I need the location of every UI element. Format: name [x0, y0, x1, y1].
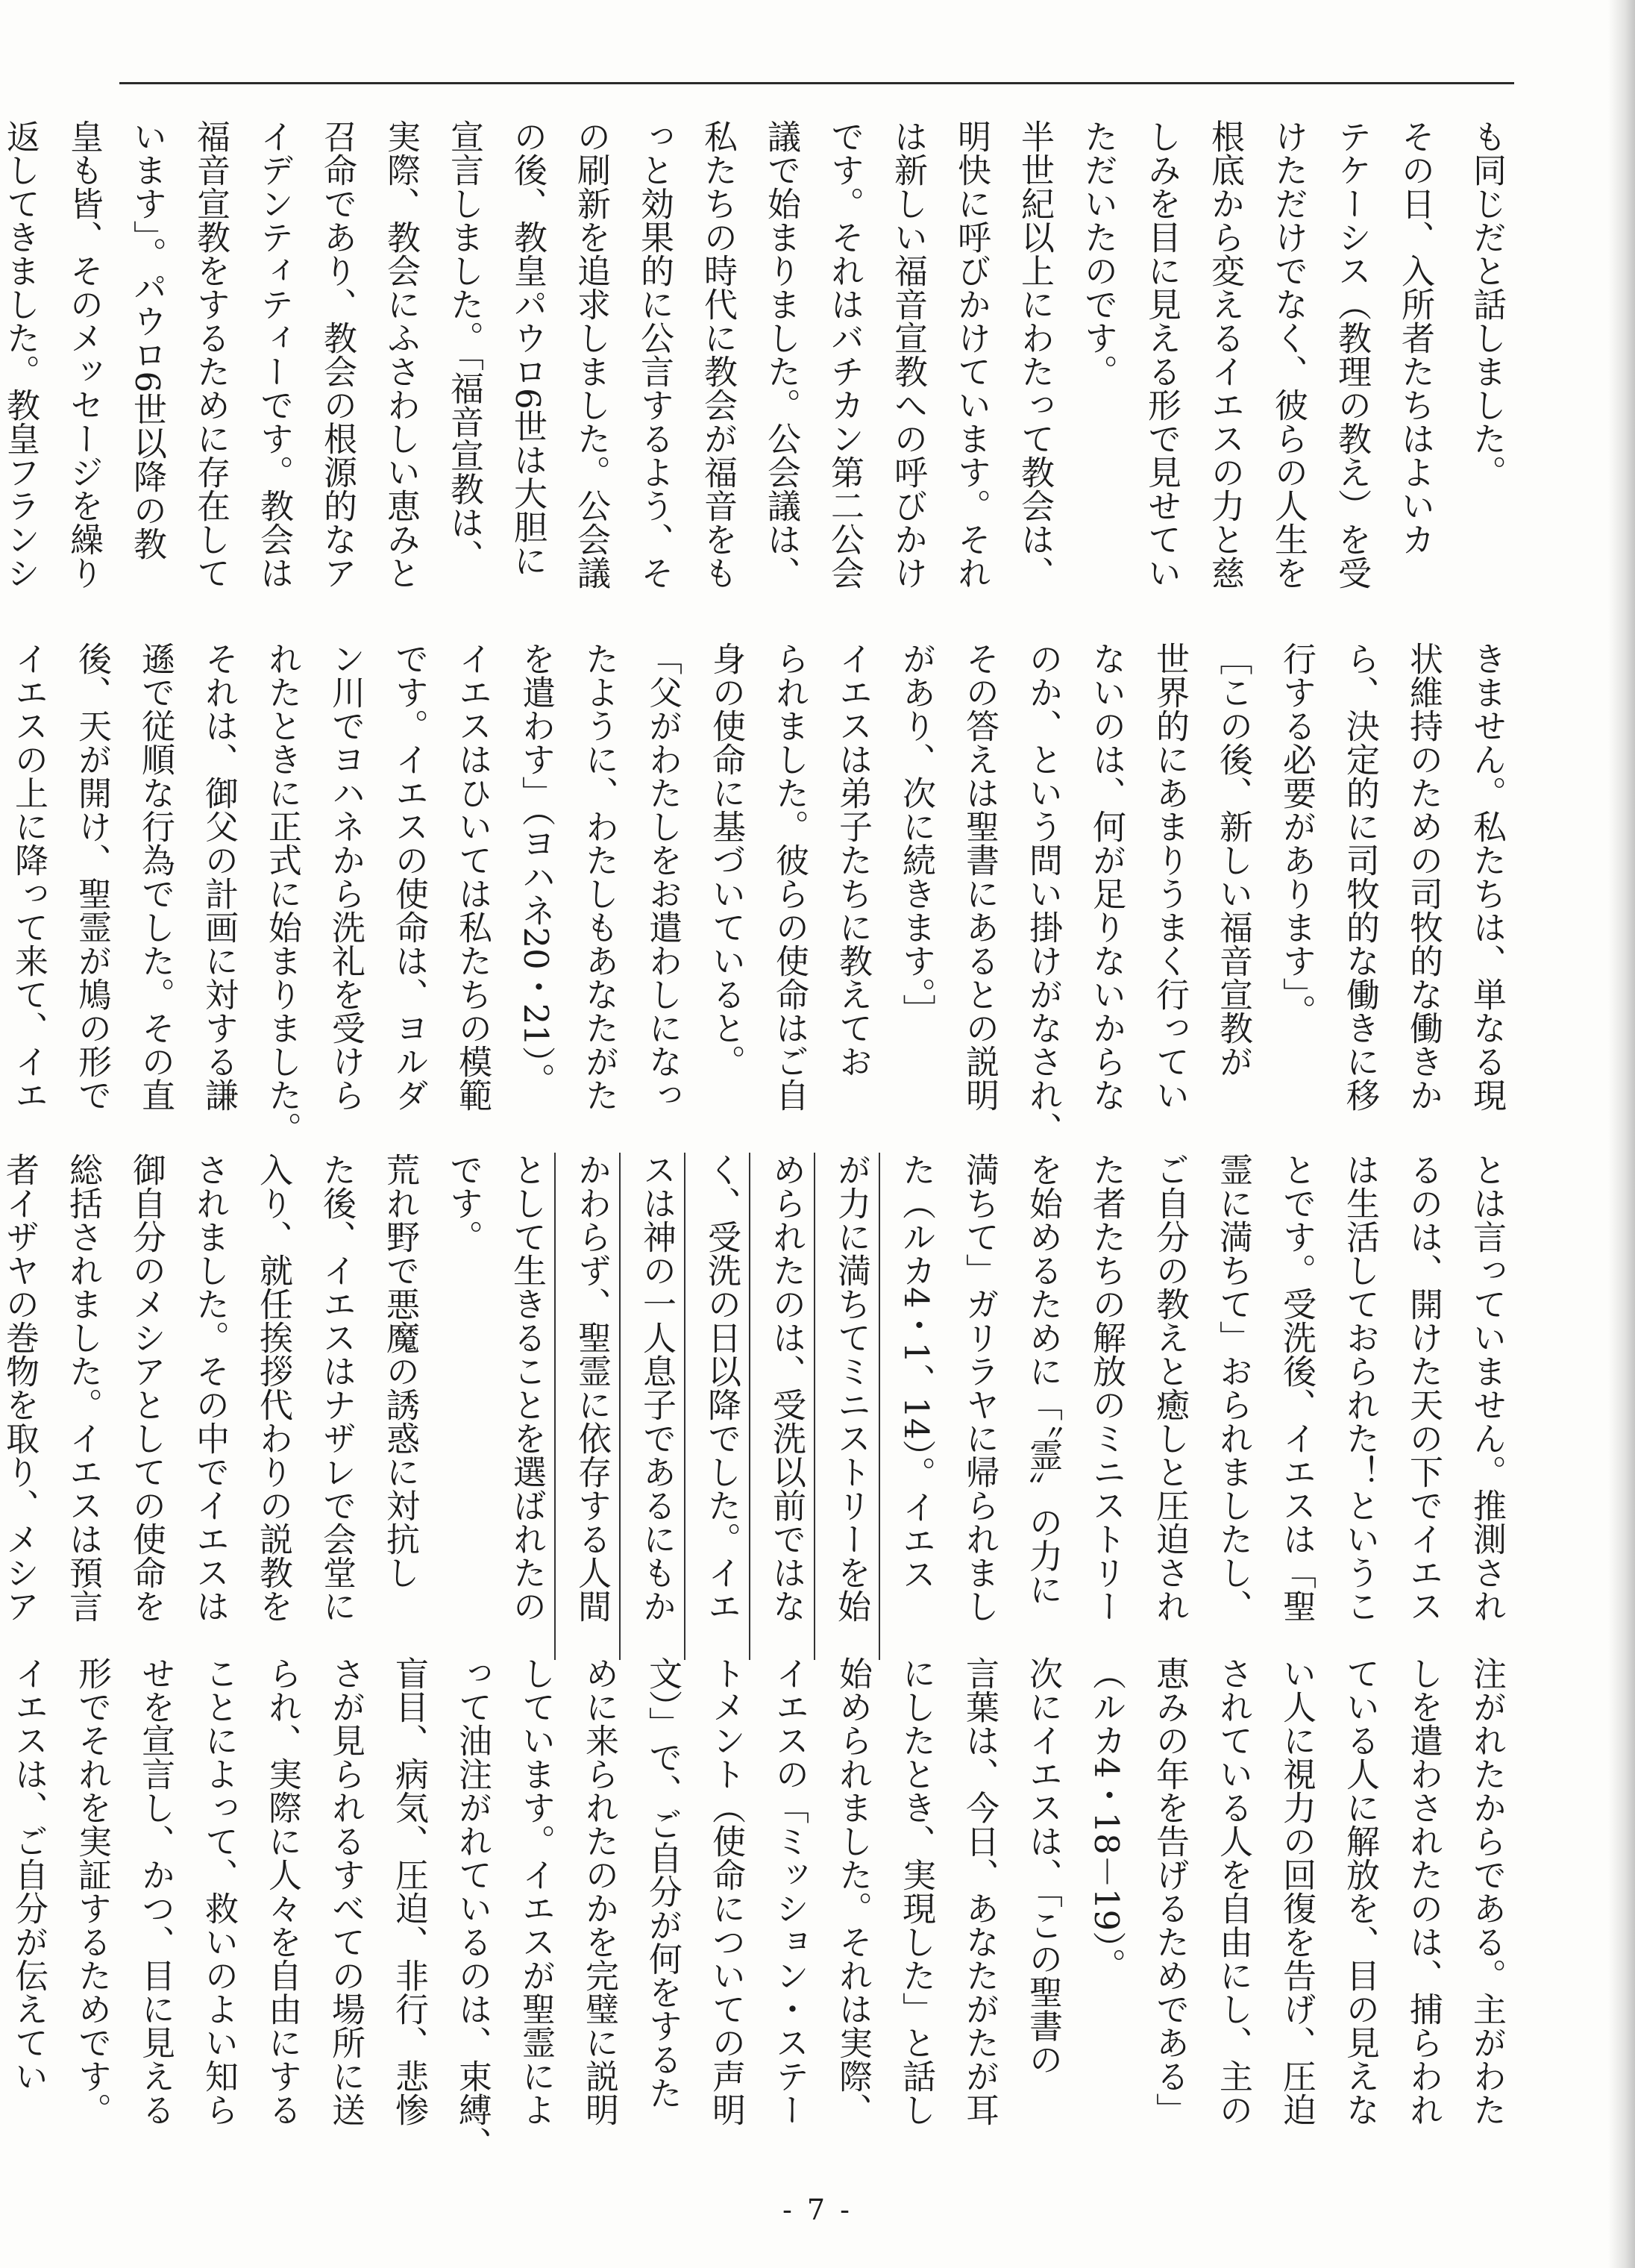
text-column: 後、天が開け、聖霊が鳩の形で	[72, 642, 112, 1112]
text-column: 遜で従順な行為でした。その直	[136, 642, 175, 1112]
text-column: イエスの上に降って来て、イエ	[9, 642, 48, 1112]
text-column: れたときに正式に始まりました。	[263, 642, 302, 1145]
text-column: です。イエスの使命は、ヨルダ	[389, 642, 429, 1112]
text-column: しを遣わされたのは、捕らわれ	[1404, 1656, 1443, 2126]
text-column: されている人を自由にし、主の	[1214, 1656, 1253, 2126]
text-column: しています。イエスが聖霊によ	[516, 1656, 556, 2126]
text-column-boxed: かわらず、聖霊に依存する人間	[564, 1153, 621, 1660]
text-column: イエスはひいては私たちの模範	[453, 642, 492, 1112]
text-column: ことによって、救いのよい知ら	[199, 1656, 239, 2126]
text-column: って油注がれているのは、束縛、	[453, 1656, 492, 2160]
text-column: しみを目に見える形で見せてい	[1142, 119, 1181, 589]
text-column: 注がれたからである。主がわた	[1467, 1656, 1507, 2126]
header-rule	[119, 82, 1514, 84]
text-tier-1	[1, 119, 1514, 627]
text-column: 言葉は、今日、あなたがたが耳	[960, 1656, 999, 2126]
text-column: さが見られるすべての場所に送	[326, 1656, 365, 2126]
text-column: めに来られたのかを完璧に説明	[580, 1656, 619, 2126]
text-column-boxed: として生きることを選ばれたの	[499, 1153, 556, 1660]
text-column: （ルカ4・18－19）。	[1087, 1656, 1126, 1982]
text-column: にしたとき、実現した」と話し	[897, 1656, 936, 2126]
text-column: の刷新を追求しました。公会議	[571, 119, 611, 589]
text-column: けただけでなく、彼らの人生を	[1269, 119, 1308, 589]
text-column: の後、教皇パウロ6世は大胆に	[508, 119, 547, 577]
text-column: 状維持のための司牧的な働きか	[1404, 642, 1443, 1112]
text-column: 皇も皆、そのメッセージを繰り	[64, 119, 104, 589]
page-number: - 7 -	[782, 2193, 853, 2226]
text-column: ら、決定的に司牧的な働きに移	[1340, 642, 1380, 1112]
text-column: は新しい福音宣教への呼びかけ	[888, 119, 928, 589]
text-column: ［この後、新しい福音宣教が	[1214, 642, 1253, 1078]
text-column: 形でそれを実証するためです。	[72, 1656, 112, 2126]
text-column: います」。パウロ6世以降の教	[128, 119, 167, 561]
text-column: を始めるために「〝霊〟の力に	[1023, 1153, 1063, 1606]
text-column: 盲目、病気、圧迫、非行、悲惨	[389, 1656, 429, 2126]
text-column: があり、次に続きます。］	[897, 642, 936, 1028]
text-column: イエスの「ミッション・ステー	[770, 1656, 809, 2126]
text-column: ている人に解放を、目の見えな	[1340, 1656, 1380, 2126]
text-column: その答えは聖書にあるとの説明	[960, 642, 999, 1112]
text-column: 御自分のメシアとしての使命を	[127, 1153, 166, 1623]
text-column-boxed: スは神の一人息子であるにもか	[629, 1153, 685, 1660]
text-column: 私たちの時代に教会が福音をも	[698, 119, 738, 589]
text-column: 満ちて」ガリラヤに帰られまし	[960, 1153, 999, 1623]
text-column: 入り、就任挨拶代わりの説教を	[254, 1153, 293, 1623]
text-column: ン川でヨハネから洗礼を受けら	[326, 642, 365, 1112]
text-column: とは言っていません。推測され	[1467, 1153, 1507, 1623]
text-column: ご自分の教えと癒しと圧迫され	[1150, 1153, 1190, 1623]
text-column: た後、イエスはナザレで会堂に	[317, 1153, 357, 1623]
text-column: られました。彼らの使命はご自	[770, 642, 809, 1112]
text-column: されました。その中でイエスは	[190, 1153, 230, 1623]
text-column: それは、御父の計画に対する謙	[199, 642, 239, 1112]
text-column: です。	[444, 1153, 483, 1253]
text-column: せを宣言し、かつ、目に見える	[136, 1656, 175, 2126]
text-column: たように、わたしもあなたがた	[580, 642, 619, 1112]
text-column: 始められました。それは実際、	[833, 1656, 873, 2126]
text-column: 返してきました。教皇フランシ	[1, 119, 40, 589]
text-column-boxed: が力に満ちてミニストリーを始	[823, 1153, 880, 1660]
text-column: 文）」で、ご自分が何をするた	[643, 1656, 682, 2110]
text-column: イエスは、ご自分が伝えてい	[9, 1656, 48, 2093]
text-column: を遣わす」（ヨハネ20・21）。	[516, 642, 556, 1097]
text-column: た者たちの解放のミニストリー	[1087, 1153, 1126, 1623]
text-column: 宣言しました。「福音宣教は、	[445, 119, 484, 573]
text-column: ただいたのです。	[1079, 119, 1118, 388]
text-column: 身の使命に基づいていると。	[706, 642, 746, 1078]
text-column-boxed: く、受洗の日以降でした。イエ	[694, 1153, 750, 1660]
text-column: るのは、開けた天の下でイエス	[1404, 1153, 1443, 1623]
text-column: イエスは弟子たちに教えてお	[833, 642, 873, 1078]
text-column: きません。私たちは、単なる現	[1467, 642, 1507, 1112]
text-column: その日、入所者たちはよいカ	[1396, 119, 1435, 556]
text-column: 次にイエスは、「この聖書の	[1023, 1656, 1063, 2076]
text-column: た（ルカ4・1、14）。イエス	[897, 1153, 936, 1591]
text-column: 議で始まりました。公会議は、	[762, 119, 801, 589]
text-column: 霊に満ちて」おられましたし、	[1214, 1153, 1253, 1623]
text-tier-4	[9, 1656, 1514, 2164]
text-column: 総括されました。イエスは預言	[63, 1153, 103, 1623]
text-column: ないのは、何が足りないからな	[1087, 642, 1126, 1112]
text-column: 「父がわたしをお遣わしになっ	[643, 642, 682, 1112]
text-column: テケーシス（教理の教え）を受	[1332, 119, 1372, 589]
text-column: 荒れ野で悪魔の誘惑に対抗し	[380, 1153, 420, 1589]
page-edge-shadow	[1608, 0, 1635, 2268]
text-column: 半世紀以上にわたって教会は、	[1015, 119, 1055, 589]
text-column: 者イザヤの巻物を取り、メシア	[0, 1153, 40, 1623]
text-column: っと効果的に公言するよう、そ	[635, 119, 674, 589]
text-tier-3	[0, 1153, 1514, 1660]
text-column: とです。受洗後、イエスは「聖	[1277, 1153, 1317, 1623]
text-tier-2	[9, 642, 1514, 1149]
text-column: られ、実際に人々を自由にする	[263, 1656, 302, 2126]
text-column: 福音宣教をするために存在して	[191, 119, 230, 589]
text-column: のか、という問い掛けがなされ、	[1023, 642, 1063, 1145]
text-column: 明快に呼びかけています。それ	[952, 119, 991, 589]
text-column: 召命であり、教会の根源的なア	[318, 119, 357, 589]
text-column: は生活しておられた！というこ	[1340, 1153, 1380, 1623]
text-column: 根底から変えるイエスの力と慈	[1205, 119, 1245, 589]
text-column: 実際、教会にふさわしい恵みと	[381, 119, 421, 589]
text-column: い人に視力の回復を告げ、圧迫	[1277, 1656, 1317, 2126]
text-column: 行する必要があります」。	[1277, 642, 1317, 1028]
text-column-boxed: められたのは、受洗以前ではな	[759, 1153, 815, 1660]
text-column: も同じだと話しました。	[1467, 119, 1507, 489]
text-column: イデンティティーです。教会は	[254, 119, 294, 589]
text-column: 世界的にあまりうまく行ってい	[1150, 642, 1190, 1112]
text-column: です。それはバチカン第二公会	[825, 119, 864, 589]
text-column: 恵みの年を告げるためである」	[1150, 1656, 1190, 2126]
text-column: トメント（使命についての声明	[706, 1656, 746, 2126]
